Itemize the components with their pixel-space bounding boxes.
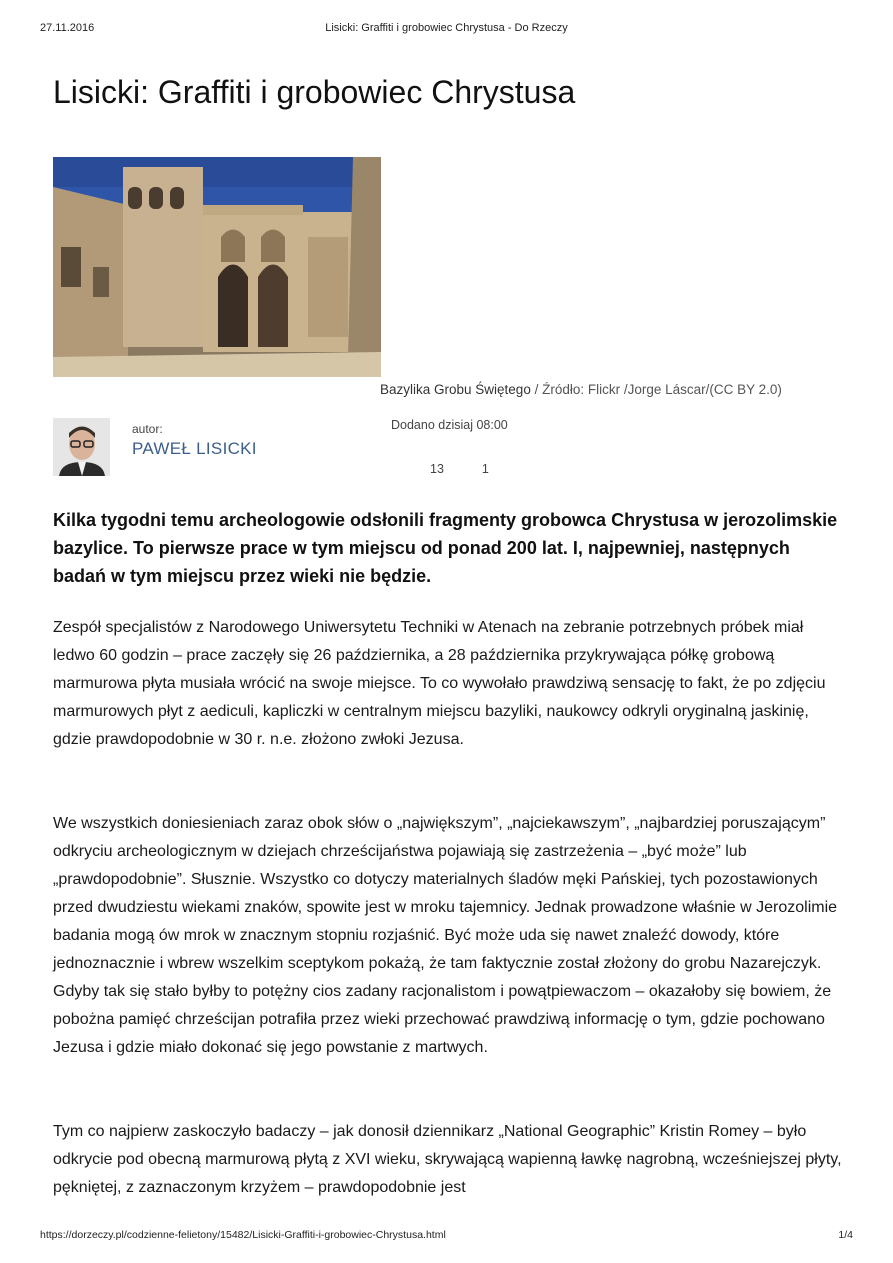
paragraph-3: Tym co najpierw zaskoczyło badaczy – jak donosił dziennikarz „National Geographic” Kristin Romey – było odkrycie pod obecną marmurową płytą z XVI wieku, skrywającą wapienną ławkę nagrobną, wcześniejszej płyty, pękniętej, z zaznaczonym krzyżem – prawdopodobnie jest	[53, 1123, 842, 1196]
article-title: Lisicki: Graffiti i grobowiec Chrystusa	[53, 74, 576, 110]
image-caption	[380, 382, 782, 397]
article-photo	[53, 157, 381, 377]
print-header-title: Lisicki: Graffiti i grobowiec Chrystusa - Do Rzeczy	[325, 22, 568, 34]
count-a[interactable]: 13	[430, 462, 444, 476]
publish-date: Dodano dzisiaj 08:00	[391, 418, 508, 432]
print-footer-url: https://dorzeczy.pl/codzienne-felietony/15482/Lisicki-Graffiti-i-grobowiec-Chrystusa.html	[40, 1229, 446, 1241]
author-photo	[53, 418, 110, 476]
caption-source: / Źródło: Flickr /Jorge Láscar/(CC BY 2.0)	[530, 382, 782, 397]
engagement-counts	[430, 462, 527, 476]
author-avatar[interactable]	[53, 418, 110, 476]
article-lead: Kilka tygodni temu archeologowie odsłonili fragmenty grobowca Chrystusa w jerozolimskie bazylice. To pierwsze prace w tym miejscu od ponad 200 lat. I, najpewniej, następnych badań w tym miejscu przez wieki nie będzie.	[53, 510, 838, 586]
caption-text: Bazylika Grobu Świętego	[380, 382, 531, 397]
paragraph-1: Zespół specjalistów z Narodowego Uniwersytetu Techniki w Atenach na zebranie potrzebnych próbek miał ledwo 60 godzin – prace zaczęły się 26 października, a 28 października przykrywająca półkę grobową marmurowa płyta musiała wrócić na swoje miejsce. To co wywołało prawdziwą sensację to fakt, że po zdjęciu marmurowych płyt z aediculi, kapliczki w centralnym miejscu bazyliki, naukowcy odkryli oryginalną jaskinię, gdzie prawdopodobnie w 30 r. n.e. złożono zwłoki Jezusa.	[53, 619, 826, 748]
author-name-link[interactable]: PAWEŁ LISICKI	[132, 439, 257, 458]
basilica-photo-illustration	[53, 157, 381, 377]
count-b[interactable]: 1	[481, 462, 489, 476]
author-label: autor:	[132, 422, 163, 436]
paragraph-2: We wszystkich doniesieniach zaraz obok słów o „największym”, „najciekawszym”, „najbardziej poruszającym” odkryciu archeologicznym w dziejach chrześcijaństwa pojawiają się zastrzeżenia – „być może” lub „prawdopodobnie”. Słusznie. Wszystko co dotyczy materialnych śladów męki Pańskiej, tych pozostawionych przed dwudziestu wiekami znaków, spowite jest w mroku tajemnicy. Jednak prowadzone właśnie w Jerozolimie badania mogą ów mrok w znacznym stopniu rozjaśnić. Być może uda się nawet znaleźć dowody, które jednoznacznie i wbrew wszelkim sceptykom pokażą, że tam faktycznie został złożony do grobu Nazarejczyk. Gdyby tak się stało byłby to potężny cios zadany racjonalistom i powątpiewaczom – okazałoby się bowiem, że pobożna pamięć chrześcijan potrafiła przez wieki przechować prawdziwą informację o tym, gdzie pochowano Jezusa i gdzie miało dokonać się jego powstanie z martwych.	[53, 815, 838, 1056]
page-number: 1/4	[838, 1229, 853, 1241]
print-date: 27.11.2016	[40, 22, 95, 34]
